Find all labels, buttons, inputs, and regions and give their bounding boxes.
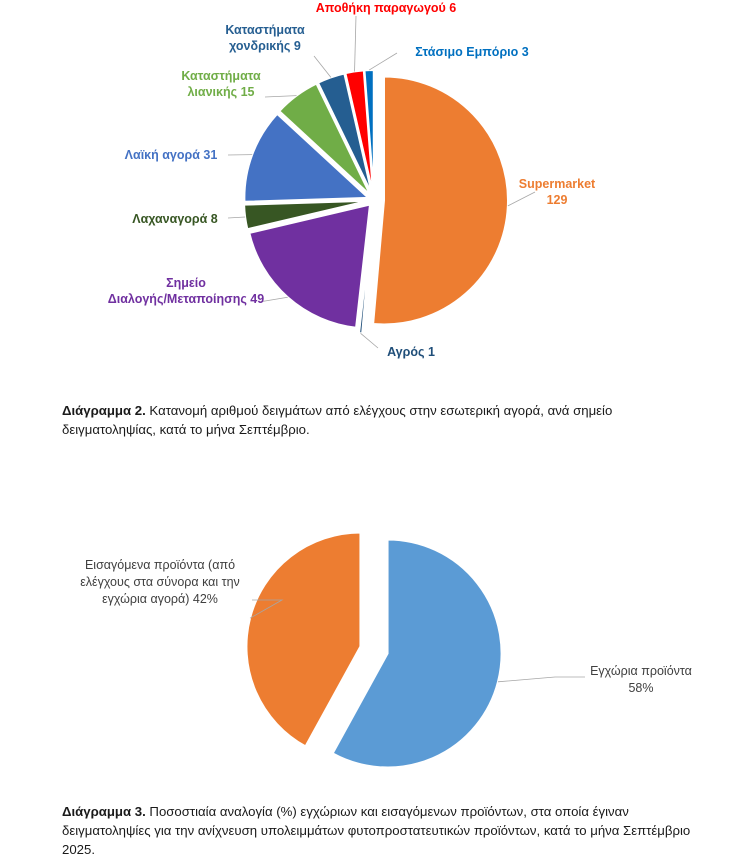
chart3-label-εγχωρια-προιοντα: Εγχώρια προϊόντα 58% bbox=[590, 664, 692, 695]
chart2-leader-αποθηκη-παραγωγου bbox=[355, 16, 356, 71]
chart2-label-λαχαναγορα: Λαχαναγορά 8 bbox=[132, 212, 218, 226]
figure-3-caption bbox=[62, 802, 702, 859]
figure-2-caption bbox=[62, 401, 702, 439]
sampling-point-pie-chart bbox=[0, 0, 750, 380]
chart2-label-καταστηματα-λιανικης: Καταστήματα λιανικής 15 bbox=[181, 69, 261, 99]
figure-2-caption-text: Κατανομή αριθμού δειγμάτων από ελέγχους στην εσωτερική αγορά, ανά σημείο δειγματοληψίας, κατά το μήνα Σεπτέμβριο. bbox=[62, 403, 613, 437]
figure-3-caption-text: Ποσοστιαία αναλογία (%) εγχώριων και εισαγόμενων προϊόντων, στα οποία έγιναν δειγματοληψίες για την ανίχνευση υπολειμμάτων φυτοπροστατευτικών προϊόντων, κατά το μήνα Σεπτέμβριο 2025. bbox=[62, 804, 691, 857]
chart2-leader-λαχαναγορα bbox=[228, 217, 245, 218]
figure-3-caption-label: Διάγραμμα 3. bbox=[62, 804, 146, 819]
chart2-slice-supermarket bbox=[373, 76, 508, 324]
chart2-leader-στασιμο-εμποριο bbox=[369, 53, 397, 70]
chart2-leader-καταστηματα-λιανικης bbox=[265, 96, 297, 97]
chart2-label-στασιμο-εμποριο: Στάσιμο Εμπόριο 3 bbox=[415, 45, 529, 59]
chart2-label-αγρος: Αγρός 1 bbox=[387, 345, 435, 359]
chart2-leader-αγρος bbox=[361, 333, 378, 348]
chart3-leader-εγχωρια-προιοντα bbox=[498, 677, 585, 682]
chart3-slice-εισαγομενα-προιοντα-απο-ελεγχους-στα-συνορα-και-την-εγχωρια-αγορα bbox=[246, 533, 360, 747]
chart2-label-αποθηκη-παραγωγου: Αποθήκη παραγωγού 6 bbox=[315, 1, 457, 15]
chart3-label-εισαγομενα-προιοντα-απο-ελεγχους-στα-συνορα-και-την-εγχωρια-αγορα: Εισαγόμενα προϊόντα (από ελέγχους στα σύνορα και την εγχώρια αγορά) 42% bbox=[80, 558, 240, 606]
chart2-label-supermarket: Supermarket 129 bbox=[518, 177, 596, 207]
chart2-label-καταστηματα-χονδρικης: Καταστήματα χονδρικής 9 bbox=[225, 23, 305, 53]
origin-share-pie-chart bbox=[0, 525, 750, 775]
chart2-label-λαικη-αγορα: Λαϊκή αγορά 31 bbox=[124, 148, 218, 162]
chart2-leader-supermarket bbox=[508, 192, 535, 206]
chart2-leader-καταστηματα-χονδρικης bbox=[314, 56, 331, 77]
figure-2-caption-label: Διάγραμμα 2. bbox=[62, 403, 146, 418]
chart2-label-σημειο-διαλογης-μεταποιησης: Σημείο Διαλογής/Μεταποίησης 49 bbox=[107, 276, 265, 306]
